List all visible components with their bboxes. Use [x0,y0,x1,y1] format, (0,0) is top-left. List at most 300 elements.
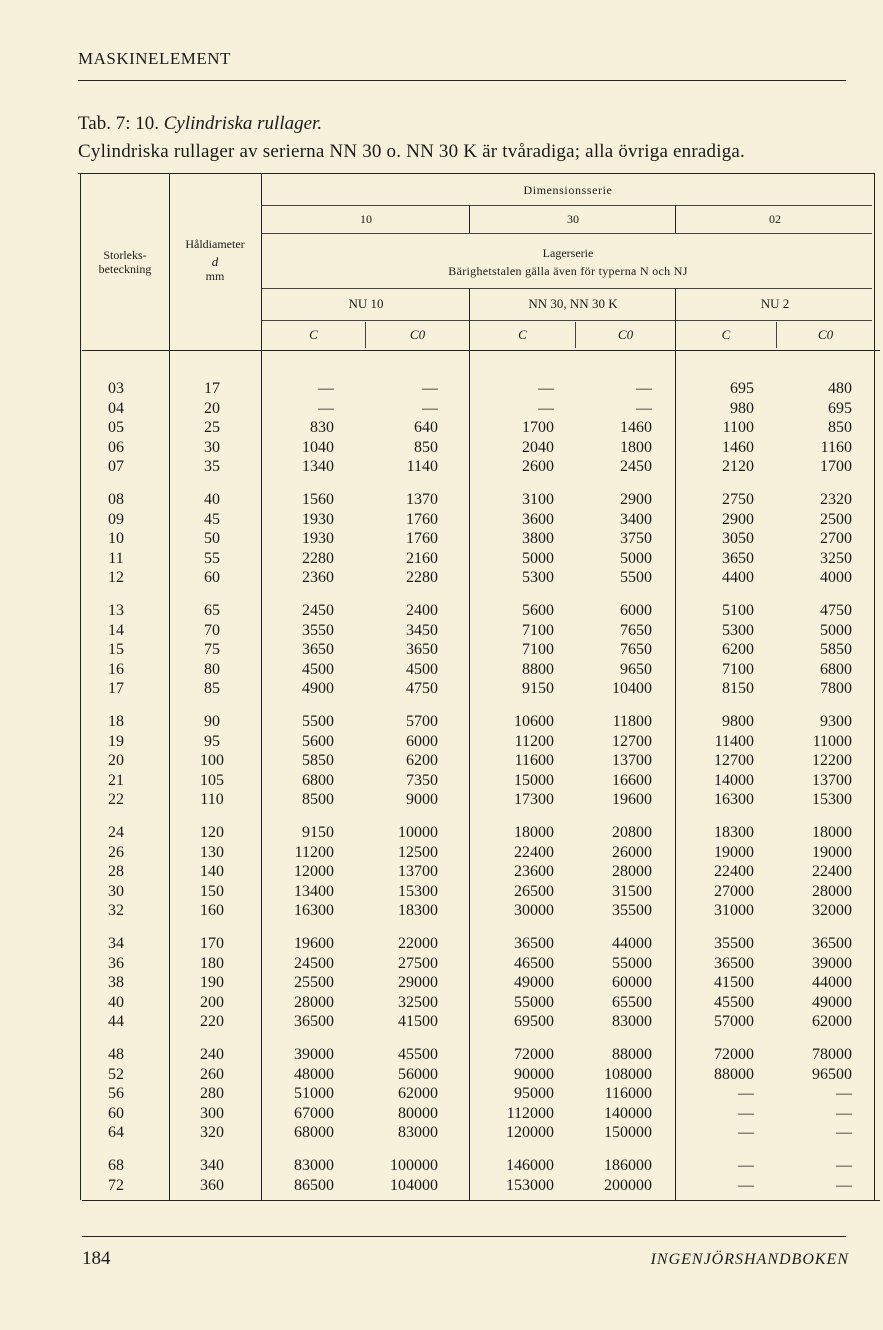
table-cell: 20800 [612,824,652,841]
footer-rule [82,1236,846,1237]
table-cell: 1760 [406,530,438,547]
table-cell: 06 [108,438,124,456]
table-cell: 32 [108,902,124,919]
table-cell: 3250 [820,549,852,567]
table-cell: 03 [108,380,124,397]
table-cell: 3400 [620,510,652,528]
table-cell: 16600 [612,771,652,789]
table-cell: 88000 [714,1065,754,1083]
table-cell: 22400 [514,843,554,861]
table-cell: 11800 [612,713,652,730]
caption-title: Cylindriska rullager. [163,113,323,134]
table-cell: 360 [200,1176,224,1194]
table-cell: 34 [108,935,124,952]
table-cell: 72000 [714,1046,754,1063]
caption-prefix: Tab. 7: 10. [78,113,159,134]
table-cell: 49000 [812,993,852,1011]
table-cell: 13400 [294,882,334,900]
table-cell: 83000 [612,1013,652,1030]
table-cell: 1460 [722,438,754,456]
table-cell: 6800 [302,771,334,789]
header-barighet-note: Bärighetstalen gälla även för typerna N och NJ [448,264,688,278]
table-cell: 31000 [714,902,754,919]
table-cell: — [738,1124,754,1141]
table-cell: 27500 [398,954,438,972]
table-cell: 10 [108,530,124,547]
table-cell: — [636,399,652,417]
table-cell: 140000 [604,1104,652,1122]
table-cell: 45 [204,510,220,528]
table-cell: 5700 [406,713,438,730]
table-cell: 1100 [722,419,754,436]
table-cell: 11 [108,549,124,567]
table-cell: 5300 [722,621,754,639]
table-cell: 6000 [406,732,438,750]
table-cell: 67000 [294,1104,334,1122]
table-cell: 19600 [612,791,652,808]
table-cell: 6000 [620,602,652,619]
table-cell: 36500 [812,935,852,952]
table-cell: 60000 [612,974,652,991]
table-cell: 08 [108,491,124,508]
table-cell: 2280 [406,569,438,586]
table-cell: 48000 [294,1065,334,1083]
table-cell: 140 [200,863,224,880]
header-haldiameter-line1: Håldiameter [185,237,245,251]
table-cell: 22400 [714,863,754,880]
table-cell: 11200 [294,843,334,861]
table-cell: 9650 [620,660,652,678]
table-cell: 70 [204,621,220,639]
table-cell: 45500 [398,1046,438,1063]
table-cell: 30000 [514,902,554,919]
table-cell: 110 [200,791,224,808]
table-caption [78,113,322,135]
col-divider-left [80,173,81,1200]
table-cell: 41500 [714,974,754,991]
table-cell: 3450 [406,621,438,639]
table-cell: — [738,1085,754,1102]
table-cell: 830 [310,419,334,436]
table-cell: 18 [108,713,124,730]
table-cell: 2900 [620,491,652,508]
table-cell: 100000 [390,1157,438,1174]
running-head: MASKINELEMENT [78,49,231,68]
table-cell: 72000 [514,1046,554,1063]
table-cell: 69500 [514,1013,554,1030]
table-cell: 13700 [398,863,438,880]
table-cell: 12000 [294,863,334,880]
table-cell: 300 [200,1104,224,1122]
table-cell: — [538,380,554,397]
header-c0-nu10: C0 [409,327,426,342]
table-cell: 11600 [514,752,554,769]
table-cell: 4400 [722,569,754,586]
table-cell: 49000 [514,974,554,991]
table-cell: 5600 [302,732,334,750]
header-haldiameter [170,237,260,283]
table-cell: 116000 [604,1085,652,1102]
table-cell: 22000 [398,935,438,952]
lagerserie-rule [262,288,872,289]
table-cell: 12700 [714,752,754,769]
table-cell: 17300 [514,791,554,808]
table-cell: 3100 [522,491,554,508]
table-cell: 1560 [302,491,334,508]
table-cell: — [538,399,554,417]
page-number: 184 [82,1248,111,1269]
table-cell: 150 [200,882,224,900]
table-cell: 07 [108,458,124,475]
header-series-nu2: NU 2 [760,296,790,311]
table-cell: 5600 [522,602,554,619]
table-cell: 1700 [820,458,852,475]
table-cell: 5000 [620,549,652,567]
table-cell: 480 [828,380,852,397]
table-cell: 15300 [812,791,852,808]
table-cell: 16300 [294,902,334,919]
table-cell: 7100 [522,621,554,639]
table-cell: 7100 [722,660,754,678]
table-cell: 60 [108,1104,124,1122]
table-cell: 44000 [612,935,652,952]
table-cell: 160 [200,902,224,919]
table-cell: 4000 [820,569,852,586]
table-cell: 5850 [820,641,852,658]
table-cell: 36500 [294,1013,334,1030]
table-cell: 17 [108,680,124,697]
table-cell: — [422,399,438,417]
table-cell: — [738,1176,754,1194]
table-cell: 95000 [514,1085,554,1102]
table-cell: 180 [200,954,224,972]
header-mm: mm [205,269,225,283]
table-cell: 5000 [820,621,852,639]
table-cell: 18000 [514,824,554,841]
header-dim-30: 30 [567,212,579,226]
table-cell: 96500 [812,1065,852,1083]
table-cell: 170 [200,935,224,952]
table-cell: 1460 [620,419,652,436]
table-cell: 1800 [620,438,652,456]
table-cell: 15000 [514,771,554,789]
table-cell: 2040 [522,438,554,456]
table-cell: 2900 [722,510,754,528]
series-rule [262,320,872,321]
table-cell: 26500 [514,882,554,900]
table-subcaption: Cylindriska rullager av serierna NN 30 o. NN 30 K är tvåradiga; alla övriga enradiga. [78,141,745,162]
table-cell: 6800 [820,660,852,678]
table-cell: 13 [108,602,124,619]
table-cell: 104000 [390,1176,438,1194]
table-cell: 9800 [722,713,754,730]
table-cell: 90 [204,713,220,730]
table-cell: — [836,1176,852,1194]
table-cell: 7650 [620,621,652,639]
table-cell: 850 [828,419,852,436]
table-cell: 27000 [714,882,754,900]
table-cell: 5500 [302,713,334,730]
table-cell: 2120 [722,458,754,475]
header-c-nn30: C [518,327,527,342]
header-c0-nn30: C0 [617,327,634,342]
table-cell: 60 [204,569,220,586]
table-cell: 29000 [398,974,438,991]
table-cell: 39000 [294,1046,334,1063]
table-cell: — [836,1085,852,1102]
table-cell: 695 [730,380,754,397]
table-cell: 25500 [294,974,334,991]
table-cell: 11400 [714,732,754,750]
table-cell: 75 [204,641,220,658]
table-cell: — [422,380,438,397]
table-cell: 9150 [302,824,334,841]
table-cell: 12 [108,569,124,586]
header-c-nu10: C [309,327,318,342]
table-cell: 5500 [620,569,652,586]
header-storleks-line1: Storleks- [103,248,147,262]
table-cell: 2450 [302,602,334,619]
table-cell: 2320 [820,491,852,508]
table-top-rule [78,173,874,174]
table-cell: 56000 [398,1065,438,1083]
table-cell: 46500 [514,954,554,972]
table-cell: 65 [204,602,220,619]
table-cell: 340 [200,1157,224,1174]
table-cell: 18300 [398,902,438,919]
table-cell: 28000 [612,863,652,880]
table-cell: 13700 [812,771,852,789]
table-cell: 40 [108,993,124,1011]
table-cell: 11200 [514,732,554,750]
header-storleks-line2: beteckning [98,262,152,276]
table-cell: 19000 [812,843,852,861]
table-cell: 190 [200,974,224,991]
table-cell: 51000 [294,1085,334,1102]
table-cell: — [836,1157,852,1174]
table-cell: 40 [204,491,220,508]
table-cell: — [738,1104,754,1122]
table-cell: 4500 [302,660,334,678]
table-cell: 39000 [812,954,852,972]
table-cell: 28 [108,863,124,880]
table-cell: 31500 [612,882,652,900]
table-cell: 3650 [302,641,334,658]
table-cell: 220 [200,1013,224,1030]
table-cell: 3650 [406,641,438,658]
table-cell: 35500 [714,935,754,952]
table-cell: 10600 [514,713,554,730]
header-series-nu10: NU 10 [348,296,384,311]
table-cell: 52 [108,1065,124,1083]
table-cell: 7350 [406,771,438,789]
table-cell: 2700 [820,530,852,547]
table-cell: 30 [108,882,124,900]
table-cell: 23600 [514,863,554,880]
footer-title: INGENJÖRSHANDBOKEN [650,1251,849,1268]
table-cell: 5850 [302,752,334,769]
table-cell: 100 [200,752,224,769]
table-cell: 12500 [398,843,438,861]
table-cell: 18000 [812,824,852,841]
table-cell: 32500 [398,993,438,1011]
table-cell: 48 [108,1046,124,1063]
col-divider-right [874,173,875,1200]
table-cell: 2500 [820,510,852,528]
table-cell: 2280 [302,549,334,567]
table-cell: 200 [200,993,224,1011]
table-cell: 10400 [612,680,652,697]
table-cell: 20 [204,399,220,417]
header-dim-10: 10 [360,212,372,226]
table-cell: 2600 [522,458,554,475]
table-cell: 7100 [522,641,554,658]
table-cell: 240 [200,1046,224,1063]
table-cell: 12700 [612,732,652,750]
table-cell: 13700 [612,752,652,769]
table-cell: 6200 [406,752,438,769]
table-cell: 32000 [812,902,852,919]
table-cell: 19600 [294,935,334,952]
table-cell: 14000 [714,771,754,789]
table-cell: 28000 [812,882,852,900]
table-cell: 1760 [406,510,438,528]
table-cell: 3800 [522,530,554,547]
table-cell: 22 [108,791,124,808]
table-cell: 11000 [812,732,852,750]
table-cell: 1930 [302,510,334,528]
table-cell: 4750 [820,602,852,619]
table-cell: 85 [204,680,220,697]
table-cell: 95 [204,732,220,750]
table-cell: 153000 [506,1176,554,1194]
table-cell: 850 [414,438,438,456]
table-cell: 1370 [406,491,438,508]
table-cell: 14 [108,621,124,639]
table-cell: 8500 [302,791,334,808]
table-cell: 8150 [722,680,754,697]
table-cell: 80000 [398,1104,438,1122]
table-cell: 7650 [620,641,652,658]
table-cell: 120000 [506,1124,554,1141]
table-cell: 1930 [302,530,334,547]
table-cell: 16300 [714,791,754,808]
table-cell: — [738,1157,754,1174]
table-cell: 280 [200,1085,224,1102]
table-cell: 50 [204,530,220,547]
dim-values-rule [262,233,872,234]
table-cell: 6200 [722,641,754,658]
table-cell: — [318,399,334,417]
header-rule [78,80,846,81]
table-cell: 36 [108,954,124,972]
table-cell: 12200 [812,752,852,769]
table-cell: 120 [200,824,224,841]
table-cell: 28000 [294,993,334,1011]
table-cell: 68000 [294,1124,334,1141]
table-cell: 1160 [820,438,852,456]
table-cell: 17 [204,380,220,397]
table-cell: 25 [204,419,220,436]
table-cell: 108000 [604,1065,652,1083]
table-cell: — [836,1124,852,1141]
table-cell: 38 [108,974,124,991]
table-cell: 980 [730,399,754,417]
table-cell: 130 [200,843,224,861]
table-cell: 2400 [406,602,438,619]
table-cell: 9300 [820,713,852,730]
table-cell: 105 [200,771,224,789]
col-divider-4b [675,288,676,1200]
col-divider-1 [169,173,170,1200]
table-cell: 19000 [714,843,754,861]
table-cell: 78000 [812,1046,852,1063]
header-d: d [211,254,219,269]
table-cell: 4750 [406,680,438,697]
table-cell: 5000 [522,549,554,567]
col-divider-3b [469,288,470,1200]
table-cell: 16 [108,660,124,678]
table-cell: 44 [108,1013,124,1030]
header-storleks [82,248,168,276]
table-cell: 19 [108,732,124,750]
table-cell: 2750 [722,491,754,508]
table-cell: 88000 [612,1046,652,1063]
table-cell: 22400 [812,863,852,880]
table-cell: 1700 [522,419,554,436]
header-c0-nu2: C0 [817,327,834,342]
table-cell: 5100 [722,602,754,619]
header-dimensionsserie: Dimensionsserie [523,183,613,197]
table-cell: 20 [108,752,124,769]
table-cell: 1340 [302,458,334,475]
table-cell: 3650 [722,549,754,567]
table-cell: 64 [108,1124,124,1141]
table-cell: 62000 [812,1013,852,1030]
dimension-rule [262,205,872,206]
header-dim-02: 02 [769,212,781,226]
table-cell: 10000 [398,824,438,841]
table-cell: 1040 [302,438,334,456]
table-cell: 1140 [406,458,438,475]
table-cell: 57000 [714,1013,754,1030]
header-lagerserie: Lagerserie [542,246,594,260]
table-cell: 55 [204,549,220,567]
table-cell: 200000 [604,1176,652,1194]
table-cell: 80 [204,660,220,678]
table-cell: 26 [108,843,124,861]
header-c-nu2: C [721,327,731,342]
table-cell: — [836,1104,852,1122]
table-cell: 24 [108,824,124,841]
table-cell: 5300 [522,569,554,586]
table-cell: 3750 [620,530,652,547]
table-cell: 4500 [406,660,438,678]
table-cell: 90000 [514,1065,554,1083]
table-cell: 2360 [302,569,334,586]
table-cell: 83000 [294,1157,334,1174]
table-cell: 65500 [612,993,652,1011]
table-cell: 4900 [302,680,334,697]
table-cell: 15300 [398,882,438,900]
table-cell: 36500 [714,954,754,972]
table-cell: 320 [200,1124,224,1141]
table-cell: 30 [204,438,220,456]
table-cell: 86500 [294,1176,334,1194]
table-cell: 45500 [714,993,754,1011]
table-cell: 36500 [514,935,554,952]
table-bottom-rule [82,1200,880,1201]
